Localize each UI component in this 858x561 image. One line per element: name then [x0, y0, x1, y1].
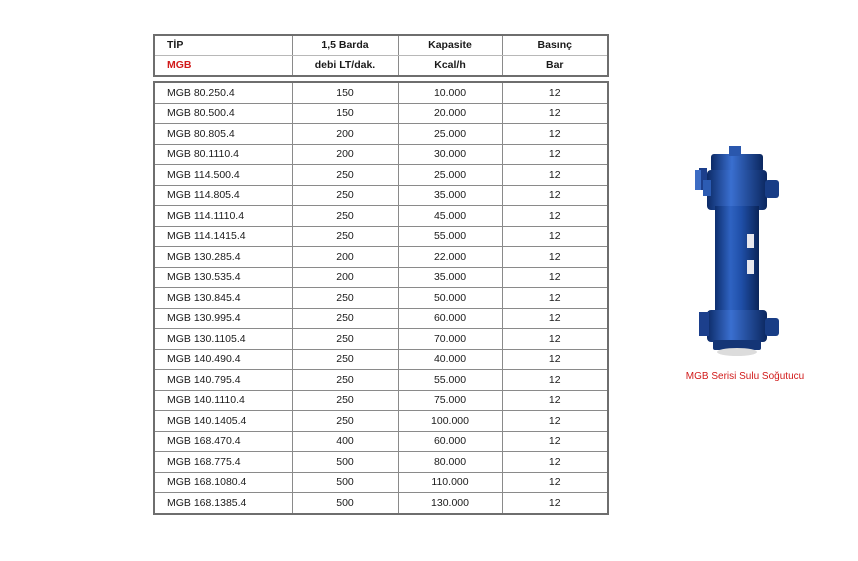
capacity-cell: 30.000	[398, 144, 502, 165]
pressure-cell: 12	[502, 411, 608, 432]
table-row	[154, 493, 608, 514]
model-cell: MGB 168.1080.4	[154, 472, 292, 493]
capacity-cell: 55.000	[398, 370, 502, 391]
flow-cell: 200	[292, 124, 398, 145]
capacity-cell: 60.000	[398, 431, 502, 452]
table-row	[154, 390, 608, 411]
table-row	[154, 349, 608, 370]
flow-cell: 250	[292, 206, 398, 227]
table-row	[154, 103, 608, 124]
table-row	[154, 185, 608, 206]
model-cell: MGB 140.490.4	[154, 349, 292, 370]
model-cell: MGB 130.845.4	[154, 288, 292, 309]
pressure-cell: 12	[502, 493, 608, 514]
table-row	[154, 82, 608, 103]
pressure-cell: 12	[502, 247, 608, 268]
spec-table-header	[153, 34, 609, 77]
spec-table-data	[153, 81, 609, 515]
pressure-cell: 12	[502, 267, 608, 288]
model-cell: MGB 114.1110.4	[154, 206, 292, 227]
pressure-cell: 12	[502, 165, 608, 186]
table-row	[154, 267, 608, 288]
table-row	[154, 124, 608, 145]
pressure-cell: 12	[502, 308, 608, 329]
table-row	[154, 431, 608, 452]
header-flow: 1,5 Barda	[292, 35, 398, 56]
flow-cell: 250	[292, 185, 398, 206]
flow-cell: 250	[292, 329, 398, 350]
capacity-cell: 22.000	[398, 247, 502, 268]
model-cell: MGB 140.795.4	[154, 370, 292, 391]
table-row	[154, 308, 608, 329]
flow-cell: 250	[292, 288, 398, 309]
product-caption: MGB Serisi Sulu Soğutucu	[685, 371, 805, 382]
pressure-cell: 12	[502, 370, 608, 391]
header-capacity-unit: Kcal/h	[398, 56, 502, 77]
model-cell: MGB 130.1105.4	[154, 329, 292, 350]
capacity-cell: 80.000	[398, 452, 502, 473]
model-cell: MGB 80.500.4	[154, 103, 292, 124]
model-cell: MGB 114.500.4	[154, 165, 292, 186]
model-cell: MGB 80.1110.4	[154, 144, 292, 165]
pressure-cell: 12	[502, 82, 608, 103]
flow-cell: 200	[292, 247, 398, 268]
capacity-cell: 40.000	[398, 349, 502, 370]
capacity-cell: 25.000	[398, 124, 502, 145]
capacity-cell: 50.000	[398, 288, 502, 309]
header-capacity: Kapasite	[398, 35, 502, 56]
header-row-units	[154, 56, 608, 77]
model-cell: MGB 168.470.4	[154, 431, 292, 452]
header-pressure-unit: Bar	[502, 56, 608, 77]
pressure-cell: 12	[502, 329, 608, 350]
header-series: MGB	[154, 56, 292, 77]
capacity-cell: 110.000	[398, 472, 502, 493]
header-type: TİP	[154, 35, 292, 56]
capacity-cell: 35.000	[398, 185, 502, 206]
table-row	[154, 472, 608, 493]
pressure-cell: 12	[502, 103, 608, 124]
pressure-cell: 12	[502, 206, 608, 227]
capacity-cell: 45.000	[398, 206, 502, 227]
pressure-cell: 12	[502, 144, 608, 165]
header-pressure: Basınç	[502, 35, 608, 56]
pressure-cell: 12	[502, 124, 608, 145]
table-row	[154, 329, 608, 350]
flow-cell: 250	[292, 226, 398, 247]
capacity-cell: 100.000	[398, 411, 502, 432]
header-flow-unit: debi LT/dak.	[292, 56, 398, 77]
pressure-cell: 12	[502, 226, 608, 247]
table-row	[154, 288, 608, 309]
table-row	[154, 165, 608, 186]
flow-cell: 500	[292, 472, 398, 493]
pressure-cell: 12	[502, 288, 608, 309]
flow-cell: 250	[292, 411, 398, 432]
flow-cell: 150	[292, 82, 398, 103]
capacity-cell: 130.000	[398, 493, 502, 514]
flow-cell: 250	[292, 370, 398, 391]
model-cell: MGB 168.775.4	[154, 452, 292, 473]
model-cell: MGB 140.1110.4	[154, 390, 292, 411]
model-cell: MGB 80.805.4	[154, 124, 292, 145]
capacity-cell: 60.000	[398, 308, 502, 329]
table-row	[154, 144, 608, 165]
spec-table-body	[154, 82, 608, 514]
flow-cell: 250	[292, 165, 398, 186]
capacity-cell: 20.000	[398, 103, 502, 124]
flow-cell: 500	[292, 493, 398, 514]
pressure-cell: 12	[502, 185, 608, 206]
pressure-cell: 12	[502, 472, 608, 493]
model-cell: MGB 130.535.4	[154, 267, 292, 288]
capacity-cell: 10.000	[398, 82, 502, 103]
flow-cell: 500	[292, 452, 398, 473]
table-row	[154, 452, 608, 473]
header-row-labels	[154, 35, 608, 56]
oil-cooler-image	[685, 140, 805, 365]
flow-cell: 150	[292, 103, 398, 124]
table-row	[154, 411, 608, 432]
model-cell: MGB 130.285.4	[154, 247, 292, 268]
model-cell: MGB 168.1385.4	[154, 493, 292, 514]
pressure-cell: 12	[502, 349, 608, 370]
model-cell: MGB 114.805.4	[154, 185, 292, 206]
pressure-cell: 12	[502, 390, 608, 411]
model-cell: MGB 130.995.4	[154, 308, 292, 329]
flow-cell: 250	[292, 349, 398, 370]
flow-cell: 400	[292, 431, 398, 452]
table-row	[154, 226, 608, 247]
pressure-cell: 12	[502, 431, 608, 452]
flow-cell: 200	[292, 144, 398, 165]
capacity-cell: 35.000	[398, 267, 502, 288]
capacity-cell: 25.000	[398, 165, 502, 186]
table-row	[154, 206, 608, 227]
capacity-cell: 75.000	[398, 390, 502, 411]
model-cell: MGB 114.1415.4	[154, 226, 292, 247]
table-row	[154, 370, 608, 391]
flow-cell: 250	[292, 390, 398, 411]
model-cell: MGB 80.250.4	[154, 82, 292, 103]
model-cell: MGB 140.1405.4	[154, 411, 292, 432]
table-row	[154, 247, 608, 268]
flow-cell: 200	[292, 267, 398, 288]
pressure-cell: 12	[502, 452, 608, 473]
flow-cell: 250	[292, 308, 398, 329]
capacity-cell: 70.000	[398, 329, 502, 350]
capacity-cell: 55.000	[398, 226, 502, 247]
